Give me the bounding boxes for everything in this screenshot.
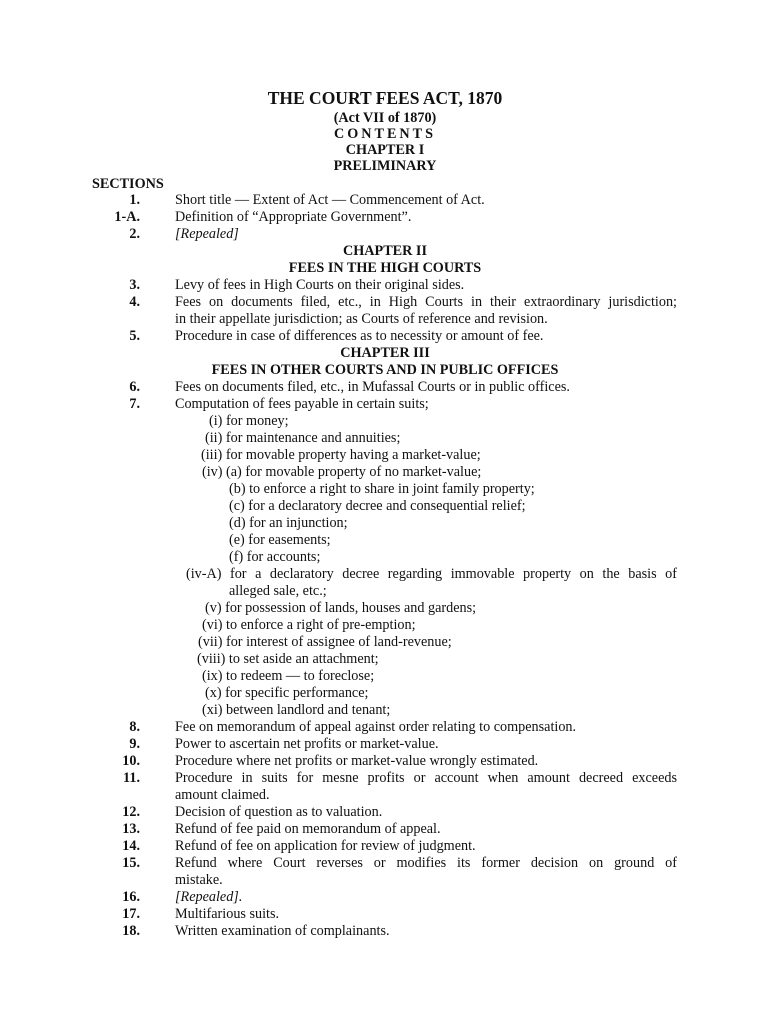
section-number: 10. <box>122 753 140 769</box>
section-number: 6. <box>129 379 140 395</box>
sub-clause: (x) for specific performance; <box>205 685 369 701</box>
section-title: Definition of “Appropriate Government”. <box>175 209 412 225</box>
chapter-2-heading: CHAPTER II <box>343 243 427 259</box>
section-title: Procedure where net profits or market-value wrongly estimated. <box>175 753 539 769</box>
section-number: 11. <box>123 770 140 786</box>
sub-clause-continued: alleged sale, etc.; <box>229 583 327 599</box>
sub-clause: (iv-A) for a declaratory decree regarding immovable property on the basis of <box>186 566 677 582</box>
section-number: 12. <box>122 804 140 820</box>
section-title: Refund of fee on application for review of judgment. <box>175 838 476 854</box>
section-number: 7. <box>129 396 140 412</box>
sub-clause: (xi) between landlord and tenant; <box>202 702 391 718</box>
section-number: 13. <box>122 821 140 837</box>
section-number: 14. <box>122 838 140 854</box>
chapter-3-heading: CHAPTER III <box>340 345 430 361</box>
contents-heading: CONTENTS <box>333 126 437 142</box>
section-title: Levy of fees in High Courts on their original sides. <box>175 277 465 293</box>
section-title: Power to ascertain net profits or market-value. <box>175 736 439 752</box>
section-title: Decision of question as to valuation. <box>175 804 383 820</box>
section-number: 4. <box>129 294 140 310</box>
section-title: Fees on documents filed, etc., in Mufassal Courts or in public offices. <box>175 379 570 395</box>
section-number: 1. <box>129 192 140 208</box>
act-number: (Act VII of 1870) <box>333 110 437 126</box>
section-number: 3. <box>129 277 140 293</box>
section-title: [Repealed]. <box>175 889 243 905</box>
section-title: Short title — Extent of Act — Commencement of Act. <box>175 192 485 208</box>
section-title: [Repealed] <box>175 226 239 242</box>
sub-clause: (e) for easements; <box>229 532 331 548</box>
sub-clause: (c) for a declaratory decree and consequential relief; <box>229 498 526 514</box>
sub-clause: (iv) (a) for movable property of no market-value; <box>202 464 482 480</box>
section-title: Written examination of complainants. <box>175 923 390 939</box>
section-number: 1-A. <box>114 209 140 225</box>
section-title-continued: in their appellate jurisdiction; as Courts of reference and revision. <box>175 311 548 327</box>
section-title-continued: mistake. <box>175 872 223 888</box>
section-number: 9. <box>129 736 140 752</box>
sections-label: SECTIONS <box>92 176 164 192</box>
sub-clause: (i) for money; <box>209 413 289 429</box>
section-title: Procedure in suits for mesne profits or account when amount decreed exceeds <box>175 770 677 786</box>
section-title: Refund of fee paid on memorandum of appeal. <box>175 821 441 837</box>
chapter-3-name: FEES IN OTHER COURTS AND IN PUBLIC OFFICES <box>211 362 559 378</box>
section-number: 5. <box>129 328 140 344</box>
chapter-2-name: FEES IN THE HIGH COURTS <box>288 260 482 276</box>
section-number: 15. <box>122 855 140 871</box>
section-number: 16. <box>122 889 140 905</box>
section-title: Fees on documents filed, etc., in High Courts in their extraordinary jurisdiction; <box>175 294 677 310</box>
sub-clause: (vi) to enforce a right of pre-emption; <box>202 617 416 633</box>
sub-clause: (ii) for maintenance and annuities; <box>205 430 401 446</box>
sub-clause: (b) to enforce a right to share in joint family property; <box>229 481 535 497</box>
section-title: Refund where Court reverses or modifies its former decision on ground of <box>175 855 677 871</box>
section-title: Multifarious suits. <box>175 906 280 922</box>
sub-clause: (iii) for movable property having a market-value; <box>201 447 481 463</box>
section-number: 8. <box>129 719 140 735</box>
sub-clause: (f) for accounts; <box>229 549 321 565</box>
sub-clause: (ix) to redeem — to foreclose; <box>202 668 375 684</box>
sub-clause: (viii) to set aside an attachment; <box>197 651 379 667</box>
sub-clause: (vii) for interest of assignee of land-revenue; <box>198 634 452 650</box>
chapter-1-heading: CHAPTER I <box>345 142 425 158</box>
section-number: 2. <box>129 226 140 242</box>
sub-clause: (d) for an injunction; <box>229 515 348 531</box>
section-title: Fee on memorandum of appeal against order relating to compensation. <box>175 719 577 735</box>
section-title: Procedure in case of differences as to necessity or amount of fee. <box>175 328 544 344</box>
section-number: 17. <box>122 906 140 922</box>
section-title: Computation of fees payable in certain suits; <box>175 396 429 412</box>
sub-clause: (v) for possession of lands, houses and gardens; <box>205 600 477 616</box>
chapter-1-name: PRELIMINARY <box>333 158 437 174</box>
section-number: 18. <box>122 923 140 939</box>
document-title: THE COURT FEES ACT, 1870 <box>267 88 503 108</box>
section-title-continued: amount claimed. <box>175 787 270 803</box>
